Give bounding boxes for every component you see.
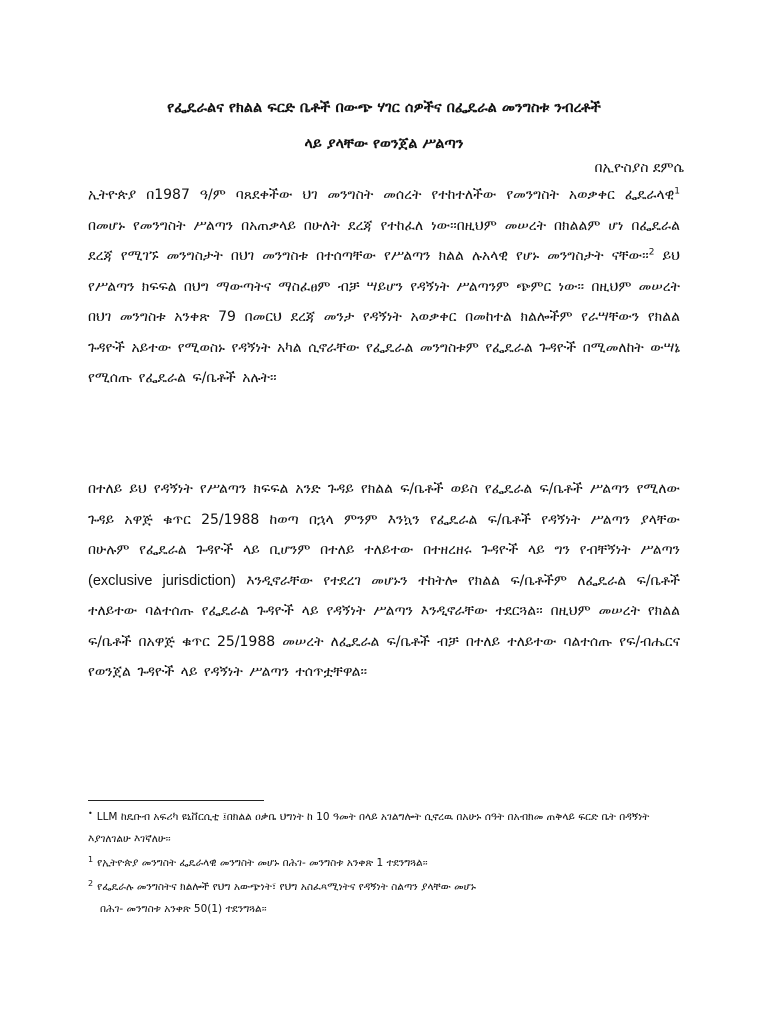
author-name: በኢዮስያስ ደምሴ [594, 160, 684, 176]
paragraph-2-text-b: እንዲኖራቸው የተደረገ መሆኑን ተከትሎ የክልል ፍ/ቤቶችም ለፌዴራል ፍ/ቤቶች ተለይተው ባልተሰጡ የፌዴራል ጉዳዮች ላይ የዳኝነት ሥልጣን እንዲኖራቸው ተደርጓል፡፡ በዚህም መሠረት የክልል ፍ/ቤቶች በአዋጅ ቁጥር 25/1988 መሠረት ለፌዴራል ፍ/ቤቶች ብቻ በተለይ ተለይተው ባልተሰጡ የፍ/ብሔርና የወንጀል ጉዳዮች ላይ የዳኝነት ሥልጣን ተሰጥቷቸዋል፡፡ [88, 572, 680, 680]
paragraph-1-text-c: ይህ የሥልጣን ክፍፍል በህግ ማውጣትና ማስፈፀም ብቻ ሣይሆን የዳኝነት ሥልጣንም ጭምር ነው፡፡ በዚህም መሠረት በህገ መንግስቱ አንቀጽ 79 በመርህ ደረጃ መንታ የዳኝነት አወቃቀር በመከተል ክልሎችም የራሣቸውን የክልል ጉዳዮች አይተው የሚወስኑ የዳኝነት አካል ሲኖራቸው የፌዴራል መንግስቱም የፌዴራል ጉዳዮች በሚመለከት ውሣኔ የሚሰጡ የፌዴራል ፍ/ቤቶች አሉት፡፡ [88, 248, 680, 386]
footnote-ref-2[interactable]: 2 [648, 247, 655, 258]
paragraph-1-text-b: በመሆኑ የመንግስት ሥልጣን በአጠቃላይ በሁለት ደረጃ የተከፈለ ነው፡፡በዚህም መሠረት በክልልም ሆነ በፌዴራል ደረጃ የሚገኙ መንግስታት በህገ መንግስቱ በተሰጣቸው የሥልጣን ክልል ሉአላዊ የሆኑ መንግስታት ናቸው፡፡ [88, 217, 680, 264]
footnote-2-text-a: የፌዴራሉ መንግስትና ክልሎች የህግ አውጭነት፣ የህግ አስፈጻሚነትና የዳኝነት ስልጣን ያላቸው መሆኑ [97, 881, 476, 893]
footnote-2-mark: 2 [88, 878, 94, 888]
footnote-1-text: የኢትዮጵያ መንግስት ፌዴራላዊ መንግስት መሆኑ በሕገ- መንግስቱ አንቀጽ 1 ተደንግጓል፡፡ [97, 857, 428, 869]
paragraph-2-text-a: በተለይ ይህ የዳኝነት የሥልጣን ክፍፍል አንድ ጉዳይ የክልል ፍ/ቤቶች ወይስ የፌዴራል ፍ/ቤቶች ሥልጣን የሚለው ጉዳይ አዋጅ ቁጥር 25/1988 ከወጣ በኋላ ምንም እንኳን የፌዴራል ፍ/ቤቶች የዳኝነት ሥልጣን ያላቸው በሁሉም የፌዴራል ጉዳዮች ላይ ቢሆንም በተለይ ተለይተው በተዘረዘሩ ጉዳዮች ላይ ግን የብቸኝነት ሥልጣን [88, 481, 680, 558]
footnote-author-mark: • [88, 808, 93, 818]
footnote-2 [88, 876, 688, 920]
footnote-1-mark: 1 [88, 854, 94, 864]
footnote-author [88, 806, 688, 850]
footnote-2-text-b: በሕገ- መንግስቱ አንቀጽ 50(1) ተደንግጓል፡፡ [100, 903, 267, 915]
footnote-author-text: LLM ከዴቡብ አፍሪካ ዩኒቨርሲቲ ፤በክልል ዐቃቤ ህግነት ከ 10 ዓመት በላይ አገልግሎት ሲኖረዉ በአሁኑ ሰዓት በአብክመ ጠቅላይ ፍርድ ቤት በዳኝነት እያገለገልሁ እገኛለሁ፡፡ [88, 811, 650, 845]
footnote-ref-1[interactable]: 1 [674, 186, 680, 197]
paragraph-2-latin-term: (exclusive jurisdiction) [88, 572, 236, 589]
footnote-separator [88, 800, 264, 801]
title-line-1: የፌዴራልና የክልል ፍርድ ቤቶች በውጭ ሃገር ሰዎችና በፌዴራል መንግስቱ ንብረቶች [167, 100, 601, 116]
paragraph-1 [88, 180, 680, 394]
title-line-2: ላይ ያላቸው የወንጀል ሥልጣን [304, 136, 464, 152]
paragraph-2 [88, 474, 680, 688]
paragraph-1-text-a: ኢትዮጵያ በ1987 ዓ/ም ባጸደቀችው ህገ መንግስት መሰረት የተከተለችው የመንግስት አወቃቀር ፌዴራላዊ [88, 187, 675, 203]
footnote-1 [88, 852, 688, 874]
document-title [80, 90, 688, 162]
